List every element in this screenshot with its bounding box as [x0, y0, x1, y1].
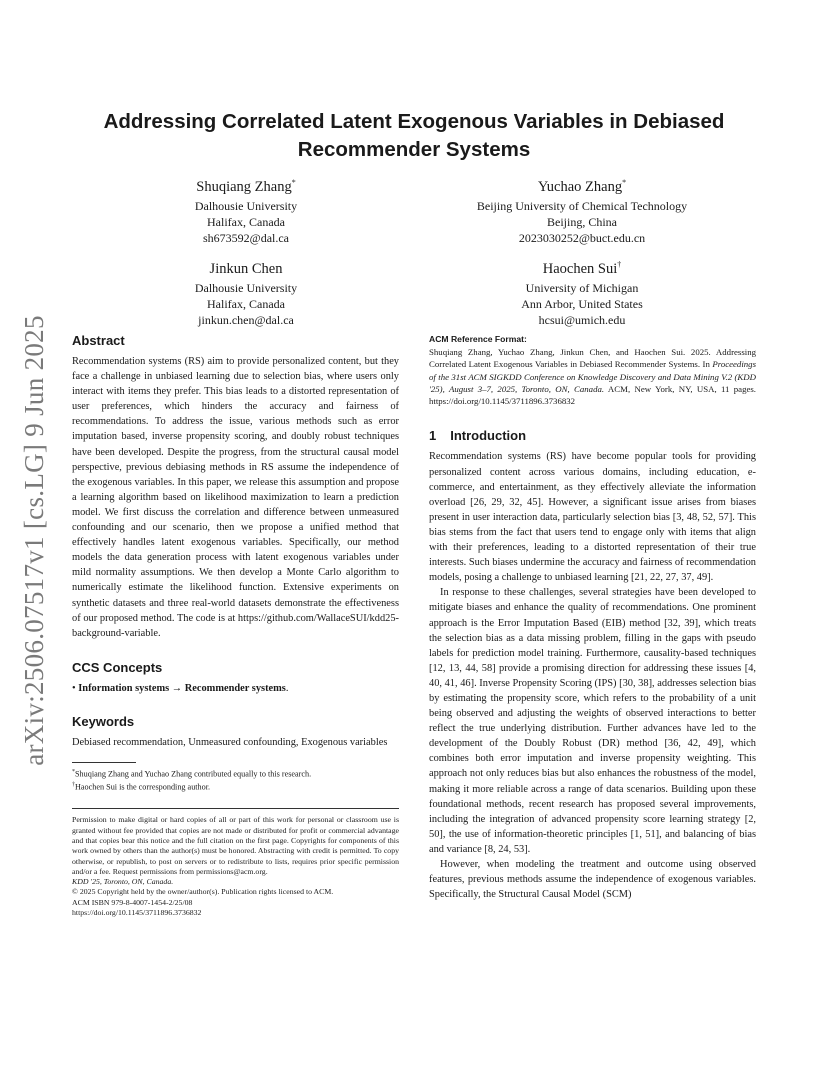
author-affiliation: Dalhousie University — [194, 280, 298, 295]
ccs-item: • Information systems → Recommender systems. — [72, 682, 289, 694]
author-name: Yuchao Zhang* — [537, 178, 627, 195]
intro-paragraph-3: However, when modeling the treatment and outcome using observed features, previous methods assume the independence of exogenous variables. Specifically, the Structural Causal Model (SCM) — [429, 859, 756, 901]
left-column — [72, 332, 399, 918]
author-block-1 — [96, 173, 396, 246]
intro-paragraph-2: In response to these challenges, several strategies have been developed to mitigate biases and enhance the quality of recommendations. One prominent approach is the Error Imputation Based (EIB) method [32, 39], which treats the selection bias as a data missing problem, filling in the gaps with pseudo labels for prediction model training. Furthermore, causality-based techniques [12, 13, 44, 58] provide a promising direction for addressing these issues [4, 40, 41, 46]. Inverse Propensity Scoring (IPS) [30, 38], addresses selection bias by estimating the propensity score, which refers to the probability of a unit being observed and adjusting the weights of observed interactions to better reflect the true underlying distribution. Further advances have led to the development of the Doubly Robust (DR) method [36, 42, 49], which combines both error imputation and inverse propensity weighting. This approach not only reduces bias but also enhances the robustness of the model, making it more reliable across a range of data scenarios. Building upon these foundational methods, recent research has proposed several improvements, including the integration of advanced propensity score learning strategy [2, 50], the use of information-theoretic principles [1, 51], and balancing of bias and variance [8, 24, 53]. — [429, 587, 756, 855]
intro-paragraph-1: Recommendation systems (RS) have become popular tools for providing personalized content across various domains, including education, e-commerce, and entertainment, as they effectively alleviate the information overload [26, 29, 32, 45]. However, a significant issue arises from biases present in user interaction data, particularly selection bias [3, 48, 52, 57]. This bias stems from the fact that users tend to engage only with items that align with their preferences, leading to a distorted representation of their true interests. Such biases undermine the accuracy and fairness of recommendation models, posing a challenge to unbiased learning [21, 22, 27, 37, 49]. — [429, 451, 756, 584]
author-email: 2023030252@buct.edu.cn — [518, 230, 646, 245]
arxiv-stamp — [14, 310, 54, 770]
author-email: hcsui@umich.edu — [538, 312, 626, 327]
ccs-heading: CCS Concepts — [72, 659, 163, 675]
keywords-text: Debiased recommendation, Unmeasured confounding, Exogenous variables — [72, 736, 388, 748]
permission-block — [72, 808, 399, 918]
author-affiliation: Beijing University of Chemical Technology — [476, 198, 688, 213]
permission-text: Permission to make digital or hard copies of all or part of this work for personal or classroom use is granted without fee provided that copies are not made or distributed for profit or commercial advantage and that copies bear this notice and the full citation on the first page. Copyrights for components of this work owned by others than the author(s) must be honored. Abstracting with credit is permitted. To copy otherwise, or republish, to post on servers or to redistribute to lists, requires prior specific permission and/or a fee. Request permissions from permissions@acm.org. — [72, 815, 399, 876]
author-affiliation: Dalhousie University — [194, 198, 298, 213]
author-block-2 — [432, 173, 732, 246]
author-name: Haochen Sui† — [542, 260, 622, 277]
author-location: Halifax, Canada — [207, 214, 285, 229]
author-location: Halifax, Canada — [207, 296, 285, 311]
author-location: Ann Arbor, United States — [521, 296, 643, 311]
acm-reference-text: Shuqiang Zhang, Yuchao Zhang, Jinkun Chen, and Haochen Sui. 2025. Addressing Correlated Latent Exogenous Variables in Debiased Recommender Systems. In Proceedings of the 31st ACM SIGKDD Conference on Knowledge Discovery and Data Mining V.2 (KDD '25), August 3–7, 2025, Toronto, ON, Canada. ACM, New York, NY, USA, 11 pages. https://doi.org/10.1145/3711896.3736832 — [429, 347, 756, 407]
footnote-2: †Haochen Sui is the corresponding author. — [72, 781, 211, 792]
author-block-3 — [96, 255, 396, 328]
author-block-4 — [432, 255, 732, 328]
keywords-heading: Keywords — [72, 713, 135, 729]
author-location: Beijing, China — [547, 214, 617, 229]
paper-title: Addressing Correlated Latent Exogenous Variables in Debiased Recommender Systems — [103, 110, 725, 161]
footnotes — [72, 762, 399, 792]
arxiv-stamp-text: arXiv:2506.07517v1 [cs.LG] 9 Jun 2025 — [18, 314, 49, 766]
footnote-rule — [72, 762, 136, 763]
author-affiliation: University of Michigan — [525, 280, 639, 295]
author-email: sh673592@dal.ca — [202, 230, 290, 245]
acm-reference-heading: ACM Reference Format: — [429, 334, 527, 344]
venue-text: KDD '25, Toronto, ON, Canada. — [72, 877, 174, 887]
author-name: Shuqiang Zhang* — [196, 178, 296, 195]
permission-rule — [72, 808, 399, 809]
copyright-text: © 2025 Copyright held by the owner/author(s). Publication rights licensed to ACM. — [72, 887, 334, 897]
abstract-heading: Abstract — [72, 333, 125, 348]
author-email: jinkun.chen@dal.ca — [198, 312, 294, 327]
footnote-1: *Shuqiang Zhang and Yuchao Zhang contributed equally to this research. — [72, 768, 312, 779]
doi-link[interactable]: https://doi.org/10.1145/3711896.3736832 — [72, 908, 202, 918]
author-name: Jinkun Chen — [209, 260, 283, 277]
right-column — [429, 334, 756, 902]
abstract-text: Recommendation systems (RS) aim to provide personalized content, but they face a challenge in unbiased learning due to selection bias, where users only interact with items they prefer. This bias leads to a distorted representation of user preferences, which hinders the accuracy and fairness of recommendations. To address the issue, various methods such as error imputation based, inverse propensity scoring, and doubly robust techniques have been developed. Despite the progress, from the structural causal model perspective, previous debiasing methods in RS assume the independence of the exogenous variables. In this paper, we release this assumption and propose a learning algorithm based on likelihood maximization to learn a prediction model. We first discuss the correlation and difference between unmeasured confounding and our scenario, then we propose a unified method that effectively handles latent exogenous variables. Specifically, our method models the data generation process with latent exogenous variables under mild normality assumptions. We then develop a Monte Carlo algorithm to numerically estimate the likelihood function. Extensive experiments on synthetic datasets and three real-world datasets demonstrate the effectiveness of our proposed method. The code is at https://github.com/WallaceSUI/kdd25-background-variable. — [72, 356, 399, 639]
introduction-heading: 1 Introduction — [429, 428, 527, 444]
isbn-text: ACM ISBN 979-8-4007-1454-2/25/08 — [72, 897, 193, 907]
